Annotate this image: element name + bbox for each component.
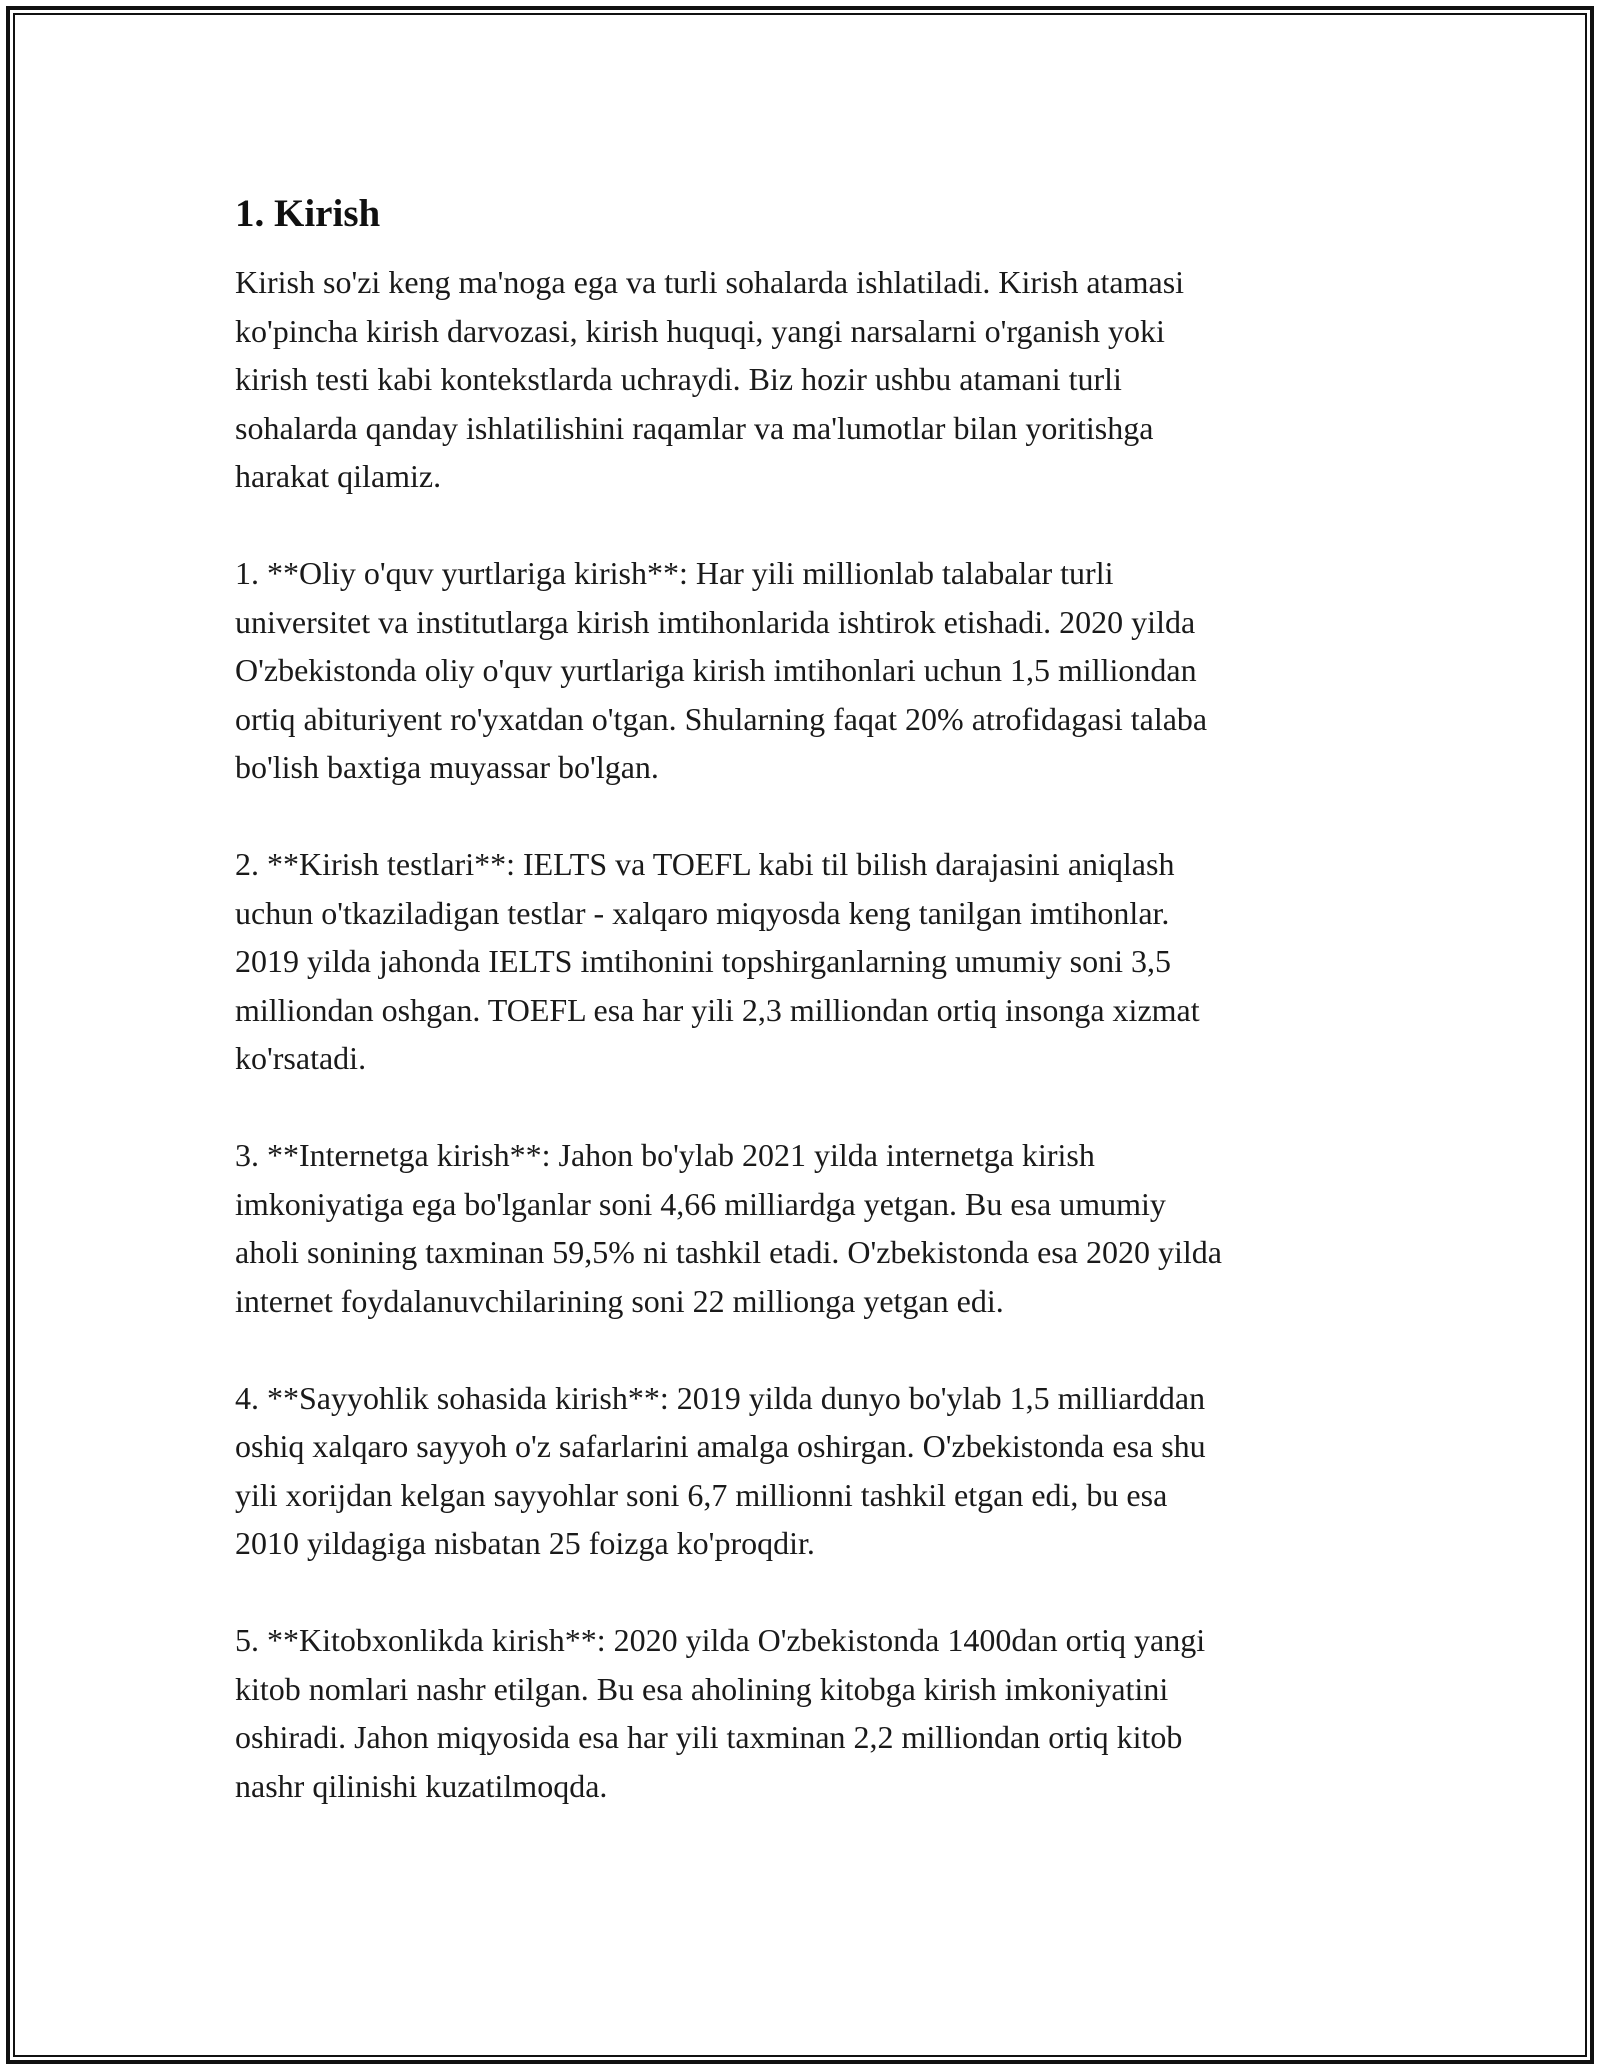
text-line: internet foydalanuvchilarining soni 22 millionga yetgan edi. <box>235 1282 1004 1319</box>
text-line: Kirish so'zi keng ma'noga ega va turli sohalarda ishlatiladi. Kirish atamasi <box>235 264 1185 300</box>
text-line: kirish testi kabi kontekstlarda uchraydi. Biz hozir ushbu atamani turli <box>235 361 1122 397</box>
text-line: ko'pincha kirish darvozasi, kirish huquqi, yangi narsalarni o'rganish yoki <box>235 312 1165 349</box>
text-line: harakat qilamiz. <box>235 458 442 494</box>
text-line: kitob nomlari nashr etilgan. Bu esa aholining kitobga kirish imkoniyatini <box>235 1670 1169 1707</box>
text-line: 2010 yildagiga nisbatan 25 foizga ko'proqdir. <box>235 1525 815 1561</box>
list-item-internet-access <box>235 1131 1385 1325</box>
text-line: ortiq abituriyent ro'yxatdan o'tgan. Shularning faqat 20% atrofidagasi talaba <box>235 700 1208 737</box>
text-line: imkoniyatiga ega bo'lganlar soni 4,66 milliardga yetgan. Bu esa umumiy <box>235 1185 1166 1222</box>
list-item-higher-education <box>235 549 1385 792</box>
text-line: aholi sonining taxminan 59,5% ni tashkil etadi. O'zbekistonda esa 2020 yilda <box>235 1234 1222 1270</box>
list-item-reading <box>235 1616 1385 1810</box>
text-line: uchun o'tkaziladigan testlar - xalqaro miqyosda keng tanilgan imtihonlar. <box>235 894 1170 931</box>
list-item-tourism <box>235 1374 1385 1568</box>
text-line: O'zbekistonda oliy o'quv yurtlariga kirish imtihonlari uchun 1,5 milliondan <box>235 652 1197 688</box>
intro-paragraph <box>235 258 1385 501</box>
text-line: 5. **Kitobxonlikda kirish**: 2020 yilda O'zbekistonda 1400dan ortiq yangi <box>235 1622 1206 1658</box>
text-line: ko'rsatadi. <box>235 1040 367 1076</box>
text-line: 1. **Oliy o'quv yurtlariga kirish**: Har yili millionlab talabalar turli <box>235 555 1114 591</box>
list-item-entrance-tests <box>235 840 1385 1083</box>
text-line: 2019 yilda jahonda IELTS imtihonini topshirganlarning umumiy soni 3,5 <box>235 943 1171 979</box>
section-heading: 1. Kirish <box>235 192 381 235</box>
text-line: oshiradi. Jahon miqyosida esa har yili taxminan 2,2 milliondan ortiq kitob <box>235 1719 1183 1755</box>
text-line: 2. **Kirish testlari**: IELTS va TOEFL kabi til bilish darajasini aniqlash <box>235 846 1175 882</box>
text-line: sohalarda qanday ishlatilishini raqamlar va ma'lumotlar bilan yoritishga <box>235 409 1154 446</box>
text-line: 3. **Internetga kirish**: Jahon bo'ylab 2021 yilda internetga kirish <box>235 1137 1095 1173</box>
text-line: 4. **Sayyohlik sohasida kirish**: 2019 yilda dunyo bo'ylab 1,5 milliarddan <box>235 1379 1206 1416</box>
text-line: nashr qilinishi kuzatilmoqda. <box>235 1767 608 1804</box>
text-line: milliondan oshgan. TOEFL esa har yili 2,3 milliondan ortiq insonga xizmat <box>235 991 1200 1028</box>
text-line: universitet va institutlarga kirish imtihonlarida ishtirok etishadi. 2020 yilda <box>235 603 1196 640</box>
text-line: yili xorijdan kelgan sayyohlar soni 6,7 millionni tashkil etgan edi, bu esa <box>235 1476 1168 1513</box>
text-line: oshiq xalqaro sayyoh o'z safarlarini amalga oshirgan. O'zbekistonda esa shu <box>235 1428 1206 1464</box>
text-line: bo'lish baxtiga muyassar bo'lgan. <box>235 749 659 785</box>
document-body <box>235 188 1385 1859</box>
